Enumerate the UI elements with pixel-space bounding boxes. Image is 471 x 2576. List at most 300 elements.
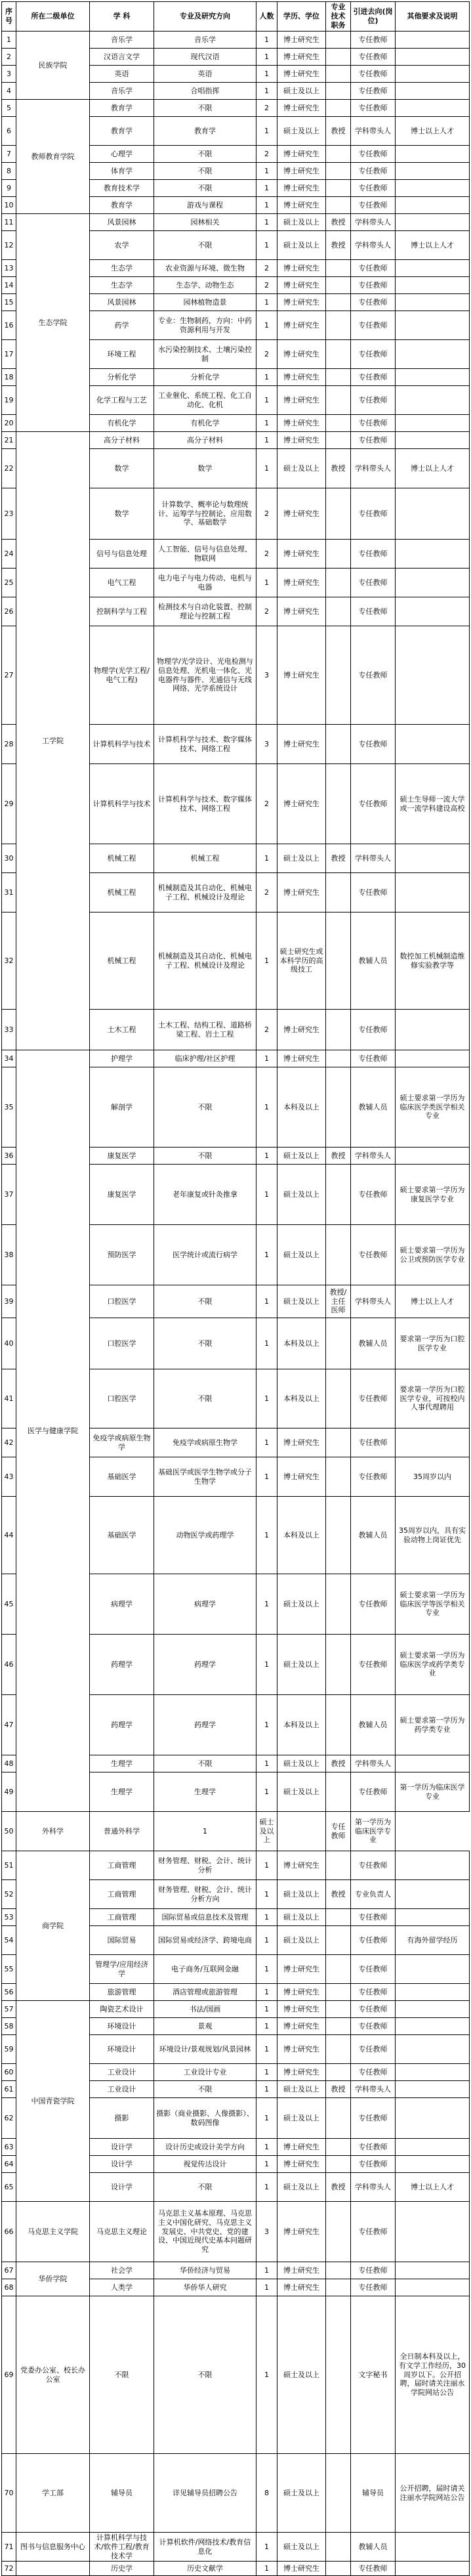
count-cell: 2 [256,100,277,117]
subject-cell: 历史学 [90,2562,154,2576]
destination-cell: 教辅人员 [351,2533,396,2562]
count-cell: 1 [256,2139,277,2156]
subject-cell: 生理学 [90,1755,154,1772]
major-cell: 国际贸易或经济学、跨境电商 [154,1926,256,1955]
title-cell [326,1369,351,1428]
education-cell: 博士研究生 [277,764,326,844]
count-cell: 1 [256,180,277,197]
education-cell: 硕士及以上 [277,449,326,488]
major-cell: 财务管理、财税、会计、统计分析方向 [154,1880,256,1909]
row-index: 6 [2,117,16,146]
note-cell [396,294,470,311]
count-cell: 2 [256,277,277,294]
major-cell: 现代汉语 [154,49,256,66]
title-cell [326,49,351,66]
education-cell: 博士研究生 [277,569,326,597]
education-cell: 本科及以上 [277,1318,326,1369]
count-cell: 1 [256,83,277,100]
count-cell: 1 [256,1984,277,2001]
note-cell [396,725,470,764]
count-cell: 1 [154,1812,256,1851]
row-index: 16 [2,311,16,340]
note-cell [396,1428,470,1457]
count-cell: 1 [256,1148,277,1165]
destination-cell: 专任教师 [351,2562,396,2576]
count-cell: 2 [256,597,277,626]
row-index: 14 [2,277,16,294]
destination-cell: 学科带头人 [351,214,396,231]
row-index: 41 [2,1369,16,1428]
education-cell: 硕士及以上 [277,1772,326,1812]
note-cell [396,415,470,432]
row-index: 70 [2,2454,16,2533]
note-cell [396,2001,470,2018]
row-index: 10 [2,197,16,214]
subject-cell: 数学 [90,488,154,540]
subject-cell: 农学 [90,231,154,260]
major-cell: 土木工程、结构工程、道路桥梁工程、岩土工程 [154,1010,256,1050]
education-cell: 博士研究生 [277,100,326,117]
major-cell: 分析化学 [154,369,256,386]
major-cell: 不限 [154,180,256,197]
note-cell [396,2139,470,2156]
note-cell: 硕士要求第一学历为临床医学或药学类专业 [396,1635,470,1695]
count-cell: 1 [256,66,277,83]
education-cell: 硕士及以上 [277,1635,326,1695]
major-cell: 机械工程 [154,844,256,873]
destination-cell: 专任教师 [351,2064,396,2081]
note-cell: 全日制本科及以上，有文学工作经历，30周岁以下。公开招聘，届时请关注丽水学院网站公告 [396,2296,470,2454]
row-index: 31 [2,873,16,912]
note-cell [396,873,470,912]
major-cell: 酒店管理或旅游管理 [154,1984,256,2001]
note-cell [396,277,470,294]
destination-cell: 专任教师 [351,340,396,369]
note-cell [396,1755,470,1772]
title-cell [326,432,351,449]
row-index: 17 [2,340,16,369]
destination-cell: 学科带头人 [351,844,396,873]
destination-cell: 专任教师 [351,369,396,386]
note-cell [396,2081,470,2098]
destination-cell: 文字秘书 [351,2296,396,2454]
education-cell: 硕士及以上 [277,2098,326,2139]
count-cell: 1 [256,2279,277,2296]
destination-cell: 专任教师 [351,1457,396,1497]
subject-cell: 教育学 [90,197,154,214]
row-index: 60 [2,2064,16,2081]
row-index: 1 [2,32,16,49]
destination-cell: 教辅人员 [351,1067,396,1148]
table-row [2,2202,470,2262]
subject-cell: 外科学 [16,1812,90,1851]
title-cell [326,1955,351,1984]
title-cell [326,488,351,540]
unit-cell: 图书与信息服务中心 [16,2533,90,2562]
major-cell: 机械制造及其自动化、机械电子工程、机械设计及理论 [154,912,256,1010]
education-cell: 硕士及以上 [277,2173,326,2202]
subject-cell: 摄影 [90,2098,154,2139]
education-cell: 博士研究生 [277,2035,326,2064]
subject-cell: 环境工程 [90,340,154,369]
note-cell: 博士以上人才 [396,1285,470,1318]
count-cell: 1 [256,117,277,146]
destination-cell: 专任教师 [351,386,396,415]
table-row [2,2562,470,2576]
major-cell: 农业资源与环境、微生物 [154,260,256,277]
title-cell [326,1926,351,1955]
note-cell: 要求第一学历为口腔医学专业 [396,1318,470,1369]
education-cell: 博士研究生 [277,432,326,449]
count-cell: 1 [256,1165,277,1225]
recruitment-table [1,1,470,2576]
title-cell [326,626,351,725]
table-row [2,2262,470,2279]
header-row [2,2,470,32]
destination-cell: 学科带头人 [351,1285,396,1318]
title-cell [326,1909,351,1926]
education-cell: 博士研究生 [277,1010,326,1050]
title-cell [326,369,351,386]
subject-cell: 社会学 [90,2262,154,2279]
education-cell: 硕士及以上 [277,1165,326,1225]
note-cell: 硕士要求第一学历为公卫或预防医学专业 [396,1225,470,1285]
education-cell: 硕士及以上 [277,1148,326,1165]
note-cell: 博士以上人才 [396,2173,470,2202]
count-cell: 1 [256,294,277,311]
major-cell: 不限 [154,1318,256,1369]
major-cell: 不限 [154,2173,256,2202]
count-cell: 1 [256,1050,277,1067]
count-cell: 3 [256,725,277,764]
destination-cell: 专任教师 [351,1635,396,1695]
education-cell: 硕士及以上 [277,2296,326,2454]
education-cell: 博士研究生 [277,1984,326,2001]
note-cell: 硕士要求第一学历为药学类专业 [396,1695,470,1755]
title-cell [326,32,351,49]
major-cell: 物理学/光学设计、光电检测与信息处理、光机电一体化、光电器件与器件、光通信与无线网络、光学系统设计 [154,626,256,725]
subject-cell: 风景园林 [90,214,154,231]
subject-cell: 环境设计 [90,2018,154,2035]
title-cell [326,66,351,83]
subject-cell: 预防医学 [90,1225,154,1285]
note-cell [396,214,470,231]
count-cell: 3 [256,626,277,725]
title-cell: 教授 [326,2173,351,2202]
row-index: 72 [2,2562,16,2576]
row-index: 54 [2,1926,16,1955]
note-cell: 博士以上人才 [396,449,470,488]
subject-cell: 英语 [90,66,154,83]
count-cell: 1 [256,32,277,49]
education-cell: 博士研究生 [277,1457,326,1497]
destination-cell: 专任教师 [351,260,396,277]
note-cell [396,49,470,66]
destination-cell: 专任教师 [351,2279,396,2296]
row-index: 63 [2,2139,16,2156]
subject-cell: 解剖学 [90,1067,154,1148]
row-index: 50 [2,1812,16,1851]
destination-cell: 学科带头人 [351,1755,396,1772]
row-index: 40 [2,1318,16,1369]
education-cell: 硕士及以上 [277,214,326,231]
destination-cell: 辅导员 [351,2454,396,2533]
header-title: 专业技术职务 [326,2,351,32]
row-index: 7 [2,146,16,163]
destination-cell: 学科带头人 [351,449,396,488]
row-index: 3 [2,66,16,83]
destination-cell: 专任教师 [351,1909,396,1926]
destination-cell: 教辅人员 [351,1497,396,1574]
header-note: 其他要求及说明 [396,2,470,32]
title-cell [326,2262,351,2279]
major-cell: 华侨经济与贸易 [154,2262,256,2279]
note-cell [396,311,470,340]
table-row [2,1851,470,1880]
count-cell: 2 [256,340,277,369]
education-cell: 博士研究生 [277,146,326,163]
unit-cell: 学工部 [16,2454,90,2533]
row-index: 8 [2,163,16,180]
count-cell: 1 [256,1772,277,1812]
destination-cell: 专任教师 [351,2035,396,2064]
subject-cell: 国际贸易 [90,1926,154,1955]
major-cell: 游戏与课程 [154,197,256,214]
destination-cell: 专任教师 [351,1851,396,1880]
unit-cell: 民族学院 [16,32,90,100]
count-cell: 1 [256,49,277,66]
title-cell [326,294,351,311]
row-index: 45 [2,1574,16,1635]
education-cell: 博士研究生 [277,873,326,912]
count-cell: 1 [256,1635,277,1695]
destination-cell: 专任教师 [351,49,396,66]
title-cell [326,1165,351,1225]
major-cell: 计算机软件/网络技术/教育信息化 [154,2533,256,2562]
count-cell: 1 [256,2533,277,2562]
row-index: 18 [2,369,16,386]
education-cell: 硕士及以上 [277,1285,326,1318]
row-index: 65 [2,2173,16,2202]
major-cell: 基础医学或医学生物学或分子生物学 [154,1457,256,1497]
education-cell: 博士研究生 [277,180,326,197]
destination-cell: 专任教师 [351,1010,396,1050]
subject-cell: 教育学 [90,117,154,146]
header-education: 学历、学位 [277,2,326,32]
title-cell [326,2533,351,2562]
destination-cell: 专任教师 [351,83,396,100]
title-cell [326,1772,351,1812]
major-cell: 计算数学、概率论与数理统计、运筹学与控制论、应用数学、基础数学 [154,488,256,540]
major-cell: 高分子材料 [154,432,256,449]
header-unit: 所在二级单位 [16,2,90,32]
note-cell: 第一学历为临床医学专业 [351,1812,396,1851]
note-cell [396,1851,470,1880]
note-cell [396,844,470,873]
subject-cell: 数学 [90,449,154,488]
row-index: 25 [2,569,16,597]
row-index: 33 [2,1010,16,1050]
destination-cell: 学科带头人 [351,2081,396,2098]
major-cell: 普通外科学 [90,1812,154,1851]
title-cell [326,1851,351,1880]
destination-cell: 专任教师 [351,1984,396,2001]
subject-cell: 人类学 [90,2279,154,2296]
subject-cell: 化学工程与工艺 [90,386,154,415]
header-major: 专业及研究方向 [154,2,256,32]
destination-cell: 专任教师 [351,488,396,540]
row-index: 69 [2,2296,16,2454]
education-cell: 硕士及以上 [256,1812,277,1851]
title-cell [326,1010,351,1050]
subject-cell: 病理学 [90,1574,154,1635]
unit-cell: 商学院 [16,1851,90,2001]
note-cell [396,2262,470,2279]
education-cell: 硕士及以上 [277,117,326,146]
education-cell: 硕士及以上 [277,1909,326,1926]
note-cell [396,369,470,386]
count-cell: 2 [256,540,277,569]
education-cell: 硕士及以上 [277,1926,326,1955]
destination-cell: 专任教师 [326,1812,351,1851]
destination-cell: 专任教师 [351,2001,396,2018]
title-cell [326,2296,351,2454]
major-cell: 计算机科学与技术、数字媒体技术、网络工程 [154,764,256,844]
subject-cell: 教育学 [90,100,154,117]
title-cell: 教授 [326,844,351,873]
education-cell: 博士研究生 [277,415,326,432]
destination-cell: 专任教师 [351,764,396,844]
major-cell: 电力电子与电力传动、电机与电器 [154,569,256,597]
destination-cell: 专任教师 [351,597,396,626]
major-cell: 机械制造及其自动化、机械电子工程、机械设计及理论 [154,873,256,912]
count-cell: 3 [256,2202,277,2262]
education-cell: 博士研究生 [277,2202,326,2262]
subject-cell: 药理学 [90,1635,154,1695]
count-cell: 2 [256,1010,277,1050]
destination-cell: 专任教师 [351,311,396,340]
major-cell: 不限 [154,1285,256,1318]
count-cell: 1 [256,1909,277,1926]
count-cell: 1 [256,569,277,597]
count-cell: 1 [256,2018,277,2035]
subject-cell: 音乐学 [90,83,154,100]
title-cell [326,873,351,912]
note-cell [396,569,470,597]
major-cell: 环境设计/景观规划/风景园林 [154,2035,256,2064]
count-cell: 1 [256,369,277,386]
count-cell: 1 [256,2562,277,2576]
subject-cell: 电气工程 [90,569,154,597]
row-index: 32 [2,912,16,1010]
count-cell: 1 [256,2064,277,2081]
note-cell [396,2098,470,2139]
subject-cell: 工商管理 [90,1851,154,1880]
subject-cell: 马克思主义理论 [90,2202,154,2262]
note-cell: 数控加工机械制造维修实验教学等 [396,912,470,1010]
subject-cell: 教育技术学 [90,180,154,197]
destination-cell: 专任教师 [351,415,396,432]
count-cell: 1 [256,1695,277,1755]
major-cell: 人工智能、信号与信息处理、物联网 [154,540,256,569]
row-index: 22 [2,449,16,488]
note-cell [396,1909,470,1926]
title-cell [326,197,351,214]
subject-cell: 康复医学 [90,1148,154,1165]
subject-cell: 体育学 [90,163,154,180]
header-index: 序号 [2,2,16,32]
note-cell [396,2018,470,2035]
subject-cell: 免疫学或病原生物学 [90,1428,154,1457]
destination-cell: 学科带头人 [351,231,396,260]
note-cell [396,1880,470,1909]
row-index: 66 [2,2202,16,2262]
count-cell: 1 [256,2001,277,2018]
education-cell: 博士研究生 [277,488,326,540]
major-cell: 不限 [154,231,256,260]
count-cell: 1 [256,432,277,449]
count-cell: 1 [256,449,277,488]
major-cell: 计算机科学与技术、数字媒体技术、网络工程 [154,725,256,764]
subject-cell: 高分子材料 [90,432,154,449]
title-cell [326,1574,351,1635]
subject-cell: 环境设计 [90,2035,154,2064]
count-cell: 1 [256,311,277,340]
destination-cell: 专任教师 [351,2202,396,2262]
title-cell [326,2279,351,2296]
row-index: 52 [2,1880,16,1909]
education-cell: 硕士研究生或本科学历的高级技工 [277,912,326,1010]
count-cell: 1 [256,2296,277,2454]
major-cell: 免疫学或病原生物学 [154,1428,256,1457]
major-cell: 水污染控制技术、土壤污染控制 [154,340,256,369]
row-index: 42 [2,1428,16,1457]
note-cell: 博士以上人才 [396,231,470,260]
row-index: 30 [2,844,16,873]
title-cell [326,2001,351,2018]
row-index: 49 [2,1772,16,1812]
note-cell [396,340,470,369]
subject-cell: 陶瓷艺术设计 [90,2001,154,2018]
row-index: 2 [2,49,16,66]
education-cell: 博士研究生 [277,260,326,277]
count-cell: 1 [256,1926,277,1955]
table-row [2,2533,470,2562]
subject-cell: 音乐学 [90,32,154,49]
count-cell: 1 [256,2081,277,2098]
subject-cell: 口腔医学 [90,1285,154,1318]
education-cell: 博士研究生 [277,626,326,725]
subject-cell: 生理学 [90,1772,154,1812]
row-index: 5 [2,100,16,117]
row-index: 44 [2,1497,16,1574]
table-row [2,32,470,49]
row-index: 51 [2,1851,16,1880]
count-cell: 1 [256,1225,277,1285]
count-cell: 1 [256,415,277,432]
row-index: 68 [2,2279,16,2296]
table-row [2,214,470,231]
count-cell: 1 [256,1318,277,1369]
major-cell: 医学统计或流行病学 [154,1225,256,1285]
count-cell: 1 [256,1851,277,1880]
major-cell: 不限 [154,1755,256,1772]
subject-cell: 生态学 [90,260,154,277]
count-cell: 1 [256,2156,277,2173]
destination-cell: 专任教师 [351,2098,396,2139]
education-cell: 博士研究生 [277,2001,326,2018]
major-cell: 景观 [154,2018,256,2035]
